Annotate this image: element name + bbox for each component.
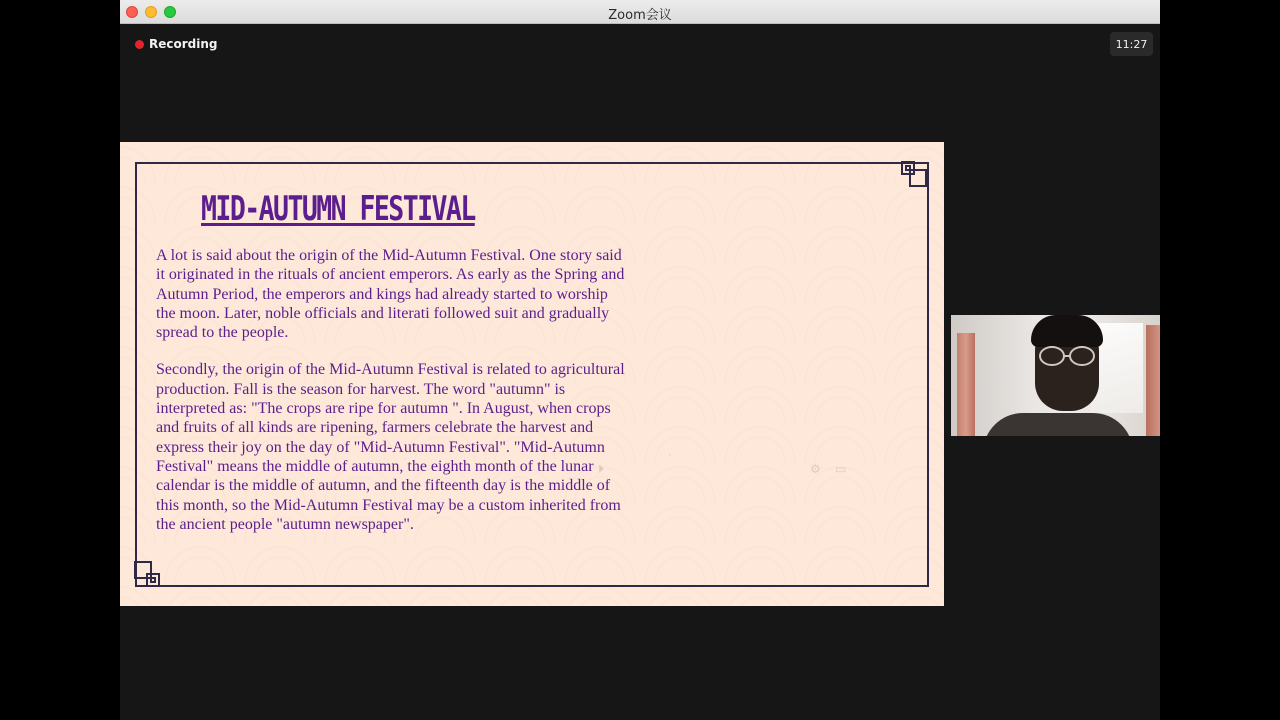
recording-label: Recording bbox=[149, 37, 218, 51]
lattice-corner-icon bbox=[133, 560, 161, 588]
recording-indicator[interactable] bbox=[135, 37, 218, 51]
participant-video-tile[interactable] bbox=[951, 315, 1160, 436]
faint-overlay-icon: ▭ bbox=[835, 462, 847, 476]
recording-dot-icon bbox=[135, 40, 144, 49]
zoom-meeting-window bbox=[120, 0, 1160, 720]
slide-paragraph: Secondly, the origin of the Mid-Autumn Festival is related to agricultural production. Fall is the season for harvest. The word "autumn" is interpreted as: "The crops are ripe for autumn ". In August, when crops and fruits of all kinds are ripening, farmers celebrate the harvest and express their joy on the day of "Mid-Autumn Festival". "Mid-Autumn Festival" means the middle of autumn, the eighth month of the lunar calendar is the middle of autumn, and the fifteenth day is the middle of this month, so the Mid-Autumn Festival may be a custom inherited from the ancient people "autumn newspaper". bbox=[156, 361, 625, 533]
title-bar bbox=[120, 0, 1160, 24]
glasses-icon bbox=[1037, 345, 1097, 367]
shared-screen-slide bbox=[120, 142, 944, 606]
video-curtain bbox=[1146, 325, 1160, 436]
slide-paragraph: A lot is said about the origin of the Mid-Autumn Festival. One story said it originated in the rituals of ancient emperors. As early as the Spring and Autumn Period, the emperors and kings had already started to worship the moon. Later, noble officials and literati followed suit and gradually spread to the people. bbox=[156, 247, 625, 342]
window-title: Zoom会议 bbox=[608, 8, 672, 23]
faint-overlay-icon: · bbox=[668, 447, 672, 461]
participant-body bbox=[983, 413, 1133, 436]
participant-hair bbox=[1031, 315, 1103, 347]
lattice-corner-icon bbox=[900, 160, 928, 188]
slide-body bbox=[156, 246, 628, 534]
meeting-clock: 11:27 bbox=[1110, 32, 1153, 56]
faint-overlay-icon: ⏵ bbox=[598, 462, 605, 476]
slide-title: MID-AUTUMN FESTIVAL bbox=[201, 189, 475, 229]
video-curtain bbox=[957, 333, 975, 436]
faint-overlay-icon: ⚙ bbox=[810, 462, 821, 476]
